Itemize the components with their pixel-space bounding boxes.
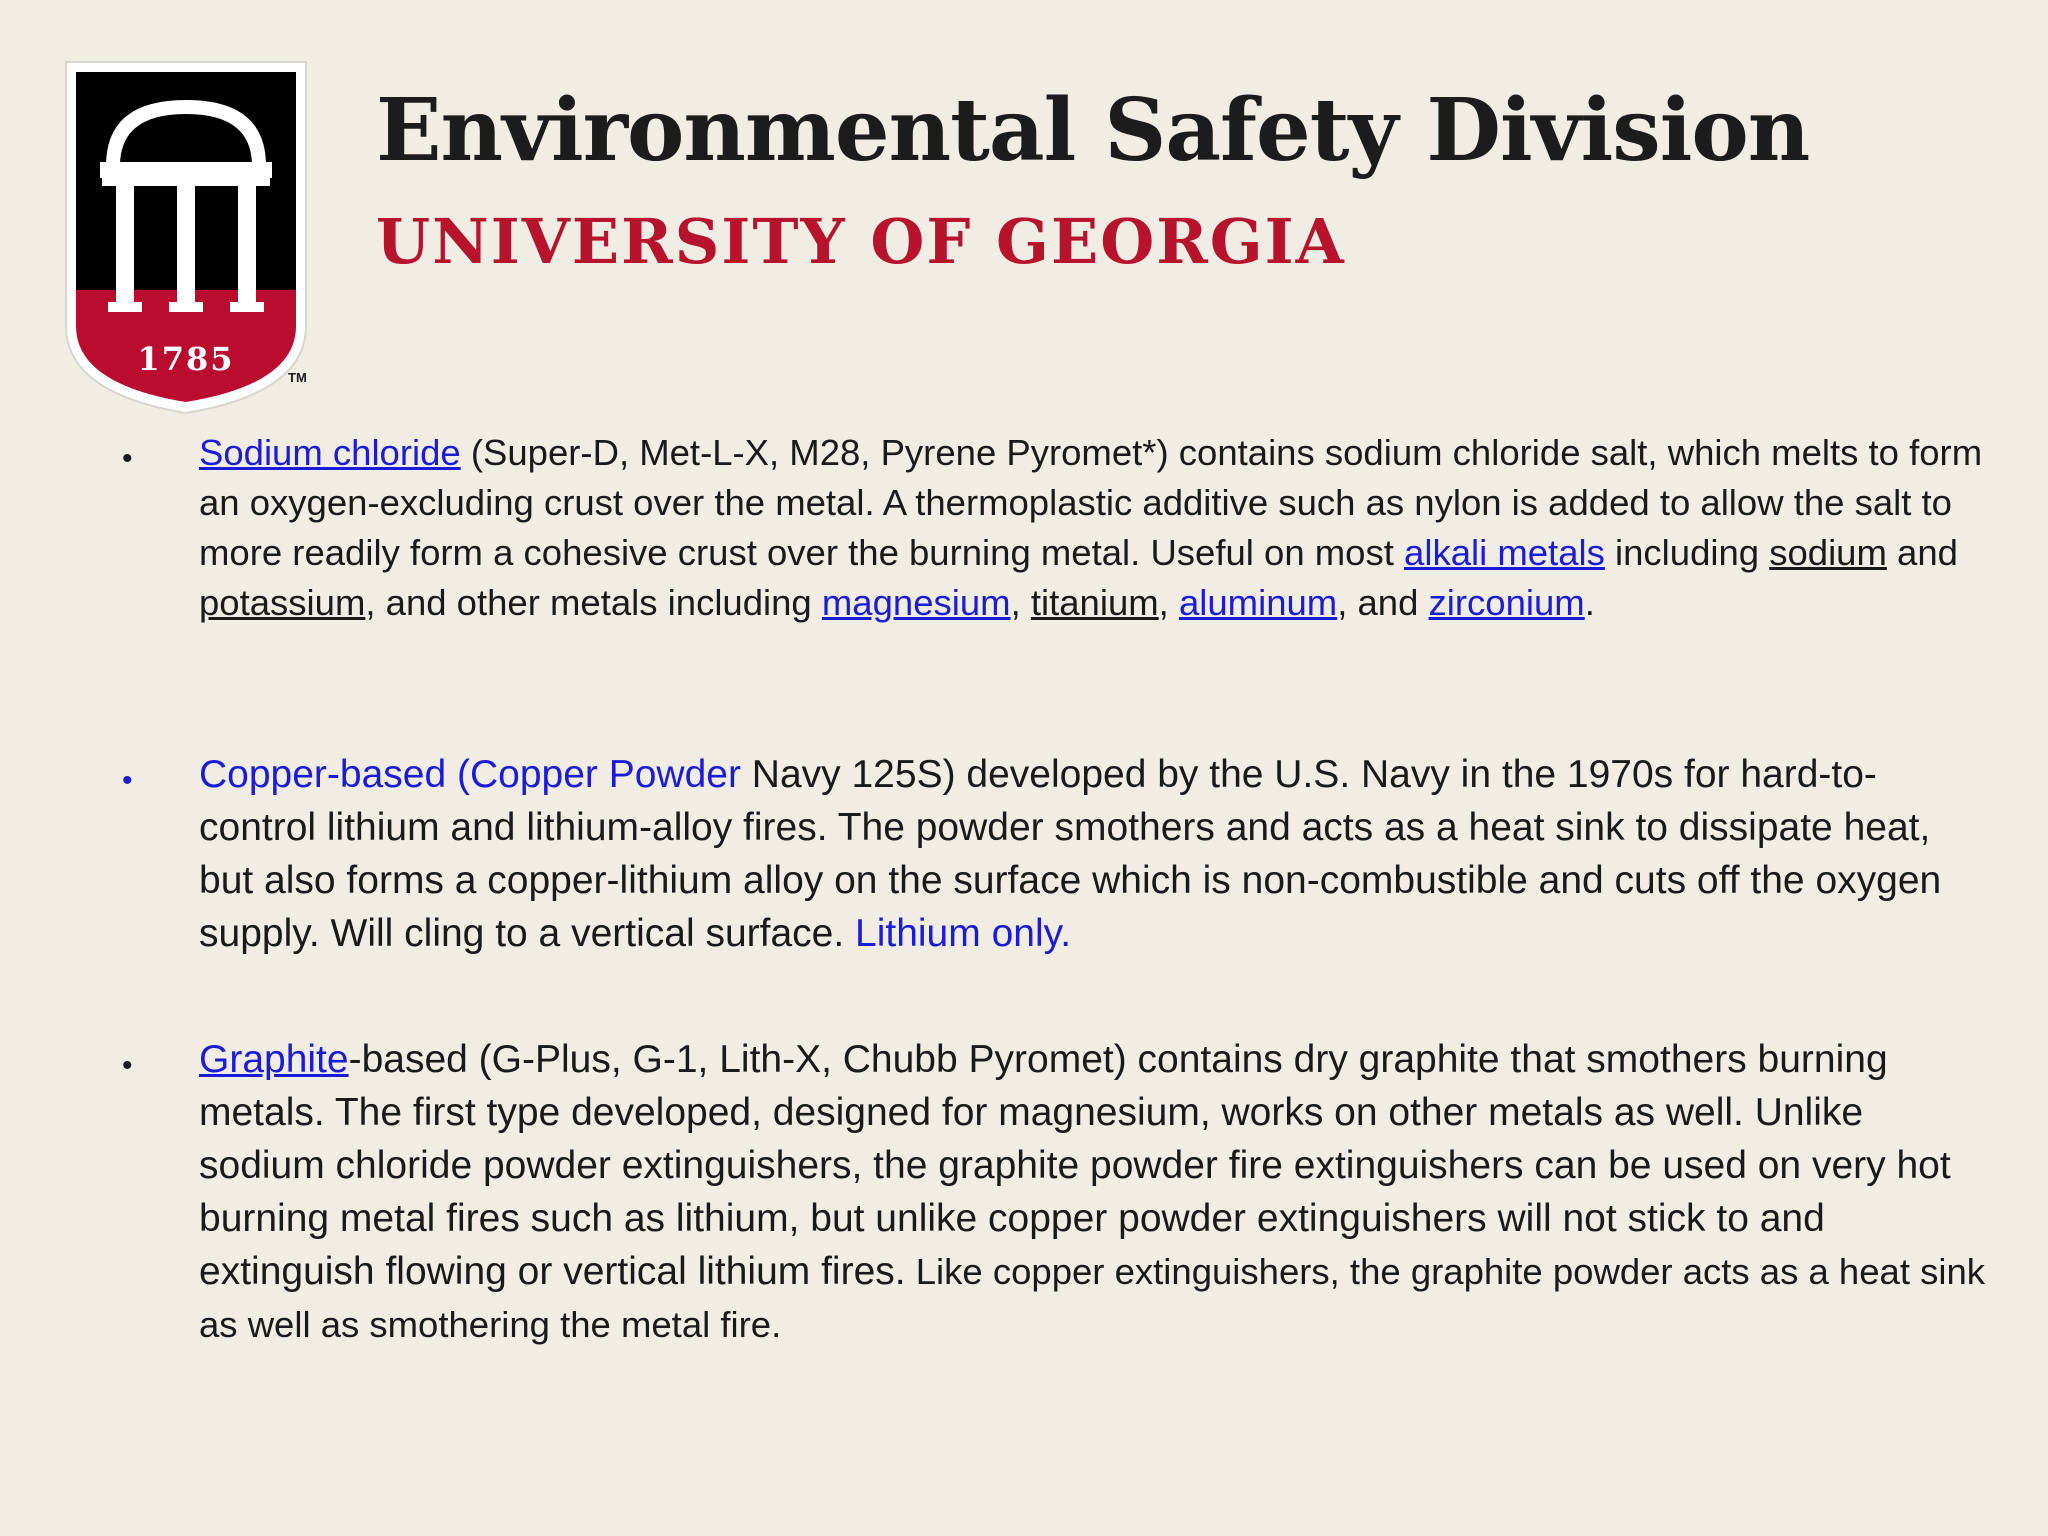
page-title: Environmental Safety Division bbox=[376, 80, 1810, 181]
text-run: . bbox=[1584, 582, 1595, 623]
text-run: Like copper extinguishers, the graphite powder acts as a heat sink as well as smothering the metal fire. bbox=[199, 1251, 1986, 1345]
uga-arch-logo bbox=[62, 58, 318, 420]
link-sodium-chloride[interactable]: Sodium chloride bbox=[199, 432, 461, 473]
link-graphite[interactable]: Graphite bbox=[199, 1038, 349, 1081]
link-sodium[interactable]: sodium bbox=[1769, 532, 1887, 573]
link-potassium[interactable]: potassium bbox=[199, 582, 366, 623]
text-run: , bbox=[1158, 582, 1179, 623]
logo-trademark: TM bbox=[288, 370, 307, 385]
bullet-text bbox=[199, 748, 1988, 960]
text-run: (Super-D, Met-L-X, M28, Pyrene Pyromet*) contains sodium chloride salt, which melts to form an oxygen-excluding crust over the metal. A thermoplastic additive such as nylon is added to allow the salt to more readily form a cohesive crust over the burning metal. Useful on most bbox=[199, 432, 1983, 573]
text-run: , bbox=[1010, 582, 1031, 623]
text-run: and bbox=[1886, 532, 1958, 573]
text-run: , and bbox=[1337, 582, 1429, 623]
link-aluminum[interactable]: aluminum bbox=[1178, 582, 1338, 623]
text-run: , and other metals including bbox=[365, 582, 822, 623]
link-magnesium[interactable]: magnesium bbox=[821, 582, 1011, 623]
bullet-text bbox=[199, 428, 1988, 628]
bullet-marker: • bbox=[122, 442, 133, 475]
highlight-lithium-only: Lithium only. bbox=[855, 912, 1072, 955]
bullet-text bbox=[199, 1033, 1988, 1351]
link-alkali-metals[interactable]: alkali metals bbox=[1404, 532, 1605, 573]
text-run: including bbox=[1604, 532, 1770, 573]
link-titanium[interactable]: titanium bbox=[1030, 582, 1159, 623]
link-zirconium[interactable]: zirconium bbox=[1428, 582, 1585, 623]
bullet-marker: • bbox=[122, 1049, 133, 1082]
highlight-copper-powder: Copper-based (Copper Powder bbox=[199, 753, 741, 796]
text-run: -based (G-Plus, G-1, Lith-X, Chubb Pyromet) contains dry graphite that smothers burning metals. The first type developed, designed for magnesium, works on other metals as well. Unlike sodium chloride powder extinguishers, the graphite powder fire extinguishers can be used on very hot burning metal fires such as lithium, but unlike copper powder extinguishers will not stick to and extinguish flowing or vertical lithium fires. bbox=[199, 1038, 1951, 1293]
bullet-marker: • bbox=[122, 764, 133, 797]
logo-year: 1785 bbox=[137, 340, 235, 378]
page-subtitle: UNIVERSITY OF GEORGIA bbox=[376, 205, 1346, 278]
text-run: Navy 125S) developed by the U.S. Navy in the 1970s for hard-to-control lithium and lithium-alloy fires. The powder smothers and acts as a heat sink to dissipate heat, but also forms a copper-lithium alloy on the surface which is non-combustible and cuts off the oxygen supply. Will cling to a vertical surface. bbox=[199, 753, 1942, 955]
